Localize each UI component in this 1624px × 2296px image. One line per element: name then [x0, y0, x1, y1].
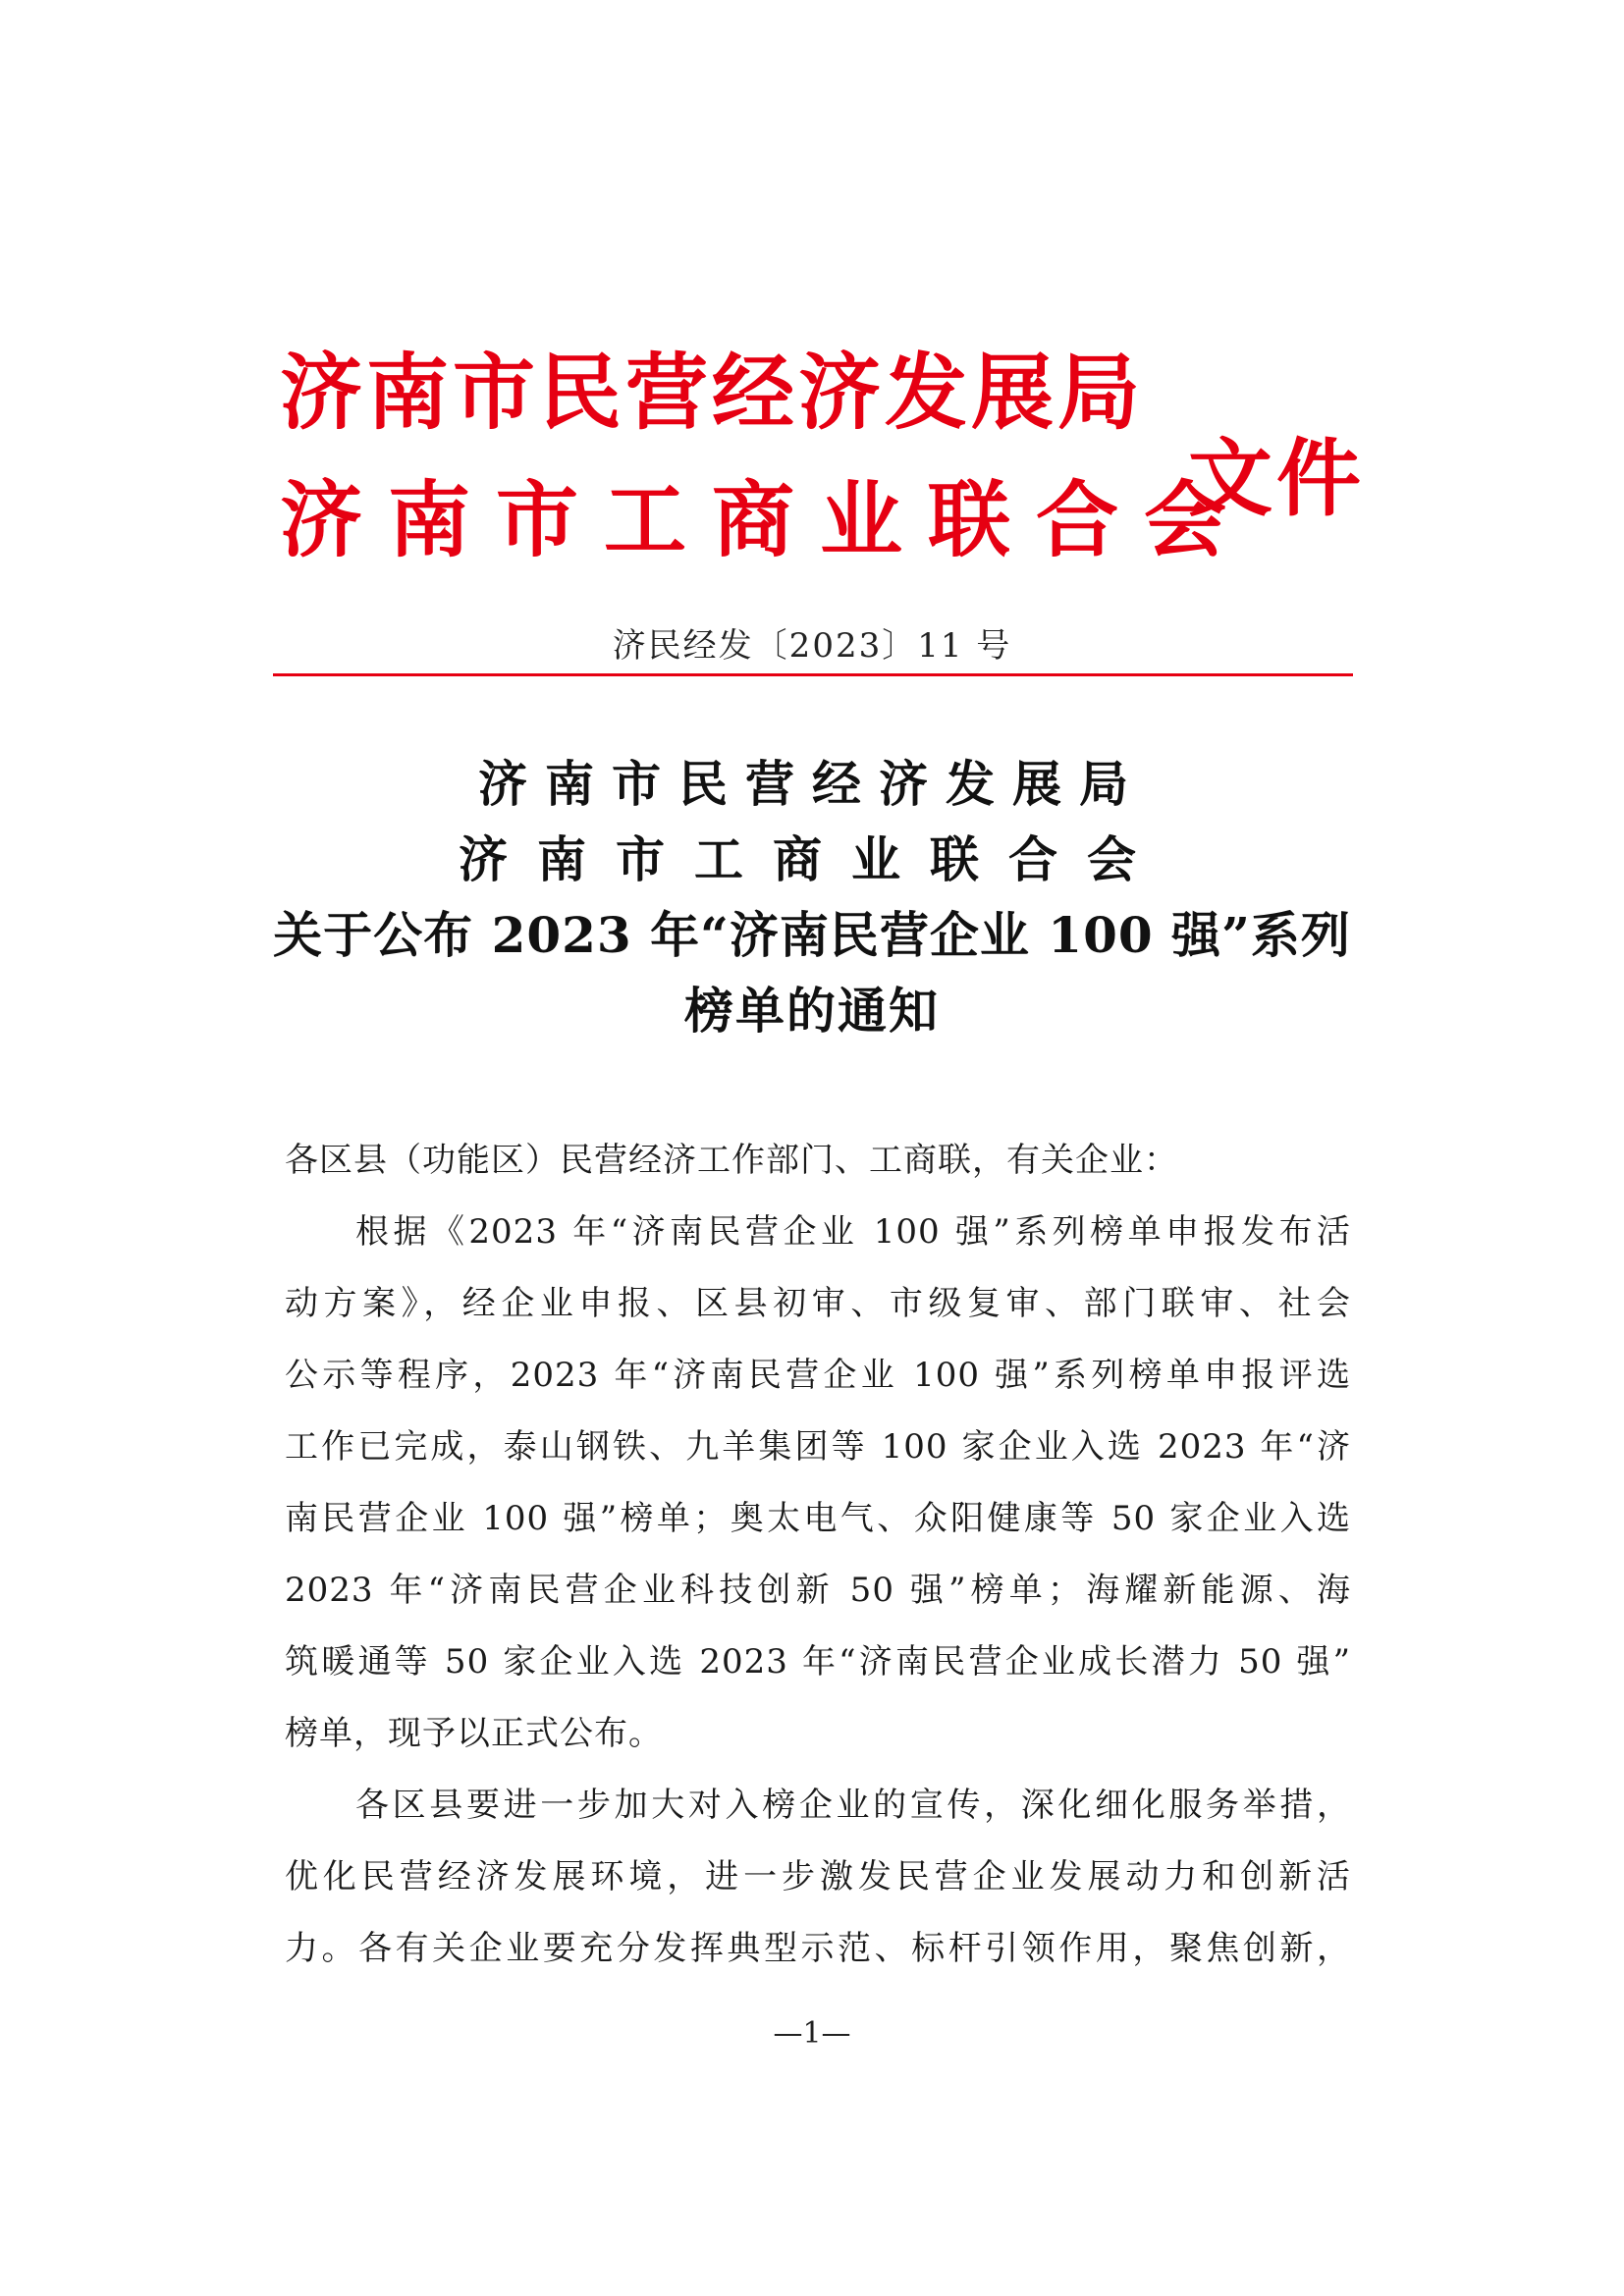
paragraph-line: 公示等程序，2023 年“济南民营企业 100 强”系列榜单申报评选 [285, 1356, 1351, 1395]
paragraph-line: 南民营企业 100 强”榜单；奥太电气、众阳健康等 50 家企业入选 [285, 1499, 1351, 1538]
title-line-1: 济南市民营经济发展局 [478, 755, 1146, 813]
title-line-2: 济南市工商业联合会 [459, 830, 1165, 888]
paragraph-line: 力。各有关企业要充分发挥典型示范、标杆引领作用，聚焦创新， [285, 1929, 1351, 1968]
salutation: 各区县（功能区）民营经济工作部门、工商联，有关企业： [285, 1141, 1178, 1180]
title-line-4: 榜单的通知 [684, 982, 940, 1040]
paragraph-line: 优化民营经济发展环境，进一步激发民营企业发展动力和创新活 [285, 1857, 1351, 1896]
paragraph-line: 各区县要进一步加大对入榜企业的宣传，深化细化服务举措， [355, 1786, 1351, 1825]
paragraph-line: 2023 年“济南民营企业科技创新 50 强”榜单；海耀新能源、海 [285, 1571, 1351, 1610]
red-masthead [280, 344, 1365, 589]
paragraph-line: 动方案》，经企业申报、区县初审、市级复审、部门联审、社会 [285, 1284, 1351, 1323]
document-number: 济民经发〔2023〕11 号 [612, 626, 1012, 666]
notice-body [285, 1125, 1351, 1985]
paragraph-line: 工作已完成，泰山钢铁、九羊集团等 100 家企业入选 2023 年“济 [285, 1427, 1351, 1467]
paragraph-1 [285, 1197, 1351, 1770]
notice-title [0, 746, 1624, 1048]
masthead-org-line-1: 济南市民营经济发展局 [280, 344, 1145, 441]
masthead-org-line-2: 济南市工商业联合会 [280, 471, 1253, 568]
paragraph-line: 根据《2023 年“济南民营企业 100 强”系列榜单申报发布活 [355, 1212, 1351, 1252]
red-separator-line [273, 673, 1353, 676]
masthead-suffix: 文件 [1188, 429, 1365, 528]
paragraph-2 [285, 1770, 1351, 1985]
paragraph-line: 筑暖通等 50 家企业入选 2023 年“济南民营企业成长潜力 50 强” [285, 1642, 1351, 1682]
title-line-3: 关于公布 2023 年“济南民营企业 100 强”系列 [273, 906, 1351, 964]
paragraph-line: 榜单，现予以正式公布。 [285, 1714, 663, 1753]
page-number: —1— [773, 2016, 851, 2051]
